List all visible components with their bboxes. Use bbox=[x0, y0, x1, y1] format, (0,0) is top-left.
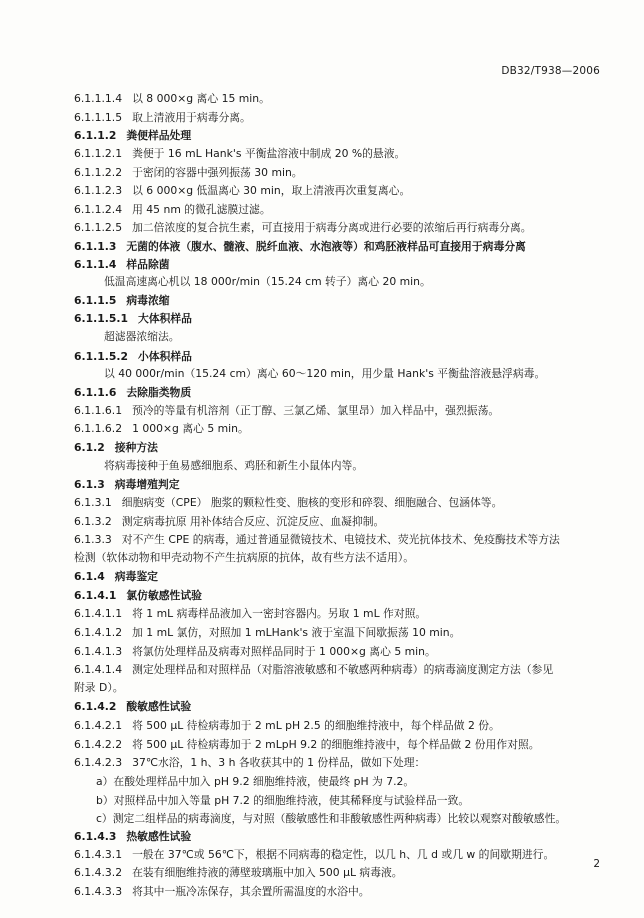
document-line bbox=[74, 240, 612, 254]
clause-number: 6.1.1.3 bbox=[74, 240, 117, 253]
document-line bbox=[104, 330, 612, 344]
document-line bbox=[74, 147, 612, 161]
document-line bbox=[74, 885, 612, 899]
document-line bbox=[74, 663, 612, 677]
clause-text: 去除脂类物质 bbox=[126, 386, 192, 399]
document-line bbox=[74, 386, 612, 400]
clause-number: 6.1.1.5.2 bbox=[74, 350, 128, 363]
clause-number: 6.1.4.3.2 bbox=[74, 866, 123, 879]
clause-number: 6.1.1.6.1 bbox=[74, 404, 123, 417]
clause-text: 低温高速离心机以 18 000r/min（15.24 cm 转子）离心 20 min。 bbox=[104, 275, 431, 288]
clause-number: 6.1.4.3.3 bbox=[74, 885, 123, 898]
document-line bbox=[74, 203, 612, 217]
clause-text: 对不产生 CPE 的病毒，通过普通显微镜技术、电镜技术、荧光抗体技术、免疫酶技术等方法 bbox=[121, 533, 560, 546]
clause-text: 接种方法 bbox=[114, 441, 158, 454]
clause-number: 6.1.1.1.5 bbox=[74, 111, 123, 124]
clause-number: 6.1.1.2.1 bbox=[74, 147, 123, 160]
clause-text: 将病毒接种于鱼易感细胞系、鸡胚和新生小鼠体内等。 bbox=[104, 459, 364, 472]
document-line bbox=[74, 700, 612, 714]
clause-number: 6.1.1.6 bbox=[74, 386, 117, 399]
clause-number: 6.1.4.1.4 bbox=[74, 663, 123, 676]
clause-number: 6.1.4.1.2 bbox=[74, 626, 123, 639]
document-line bbox=[74, 738, 612, 752]
document-line bbox=[74, 496, 612, 510]
clause-number: 6.1.4.2.1 bbox=[74, 719, 123, 732]
clause-number: 6.1.4.2.2 bbox=[74, 738, 123, 751]
document-line bbox=[104, 459, 612, 473]
document-line bbox=[74, 515, 612, 529]
clause-number: 6.1.1.2.3 bbox=[74, 184, 123, 197]
document-line bbox=[74, 756, 612, 770]
document-line bbox=[96, 812, 612, 826]
clause-text: 于密闭的容器中强列振荡 30 min。 bbox=[132, 166, 303, 179]
document-line bbox=[74, 312, 612, 326]
document-line bbox=[74, 294, 612, 308]
clause-text: 测定病毒抗原 用补体结合反应、沉淀反应、血凝抑制。 bbox=[121, 515, 385, 528]
document-line bbox=[74, 681, 612, 695]
clause-text: 用 45 nm 的微孔滤膜过滤。 bbox=[132, 203, 271, 216]
document-line bbox=[74, 350, 612, 364]
clause-text: 超滤器浓缩法。 bbox=[104, 330, 180, 343]
document-line bbox=[74, 533, 612, 547]
clause-text: 热敏感性试验 bbox=[126, 830, 192, 843]
clause-text: 以 6 000×g 低温离心 30 min，取上清液再次重复离心。 bbox=[132, 184, 411, 197]
clause-text: a）在酸处理样品中加入 pH 9.2 细胞维持液，使最终 pH 为 7.2。 bbox=[96, 775, 415, 788]
document-line bbox=[74, 570, 612, 584]
clause-text: 加二倍浓度的复合抗生素，可直接用于病毒分离或进行必要的浓缩后再行病毒分离。 bbox=[132, 221, 532, 234]
clause-text: 将 500 μL 待检病毒加于 2 mL pH 2.5 的细胞维持液中，每个样品做 2 份。 bbox=[132, 719, 500, 732]
standard-code: DB32/T938—2006 bbox=[501, 65, 600, 77]
document-line bbox=[74, 607, 612, 621]
document-line bbox=[74, 184, 612, 198]
document-line bbox=[74, 111, 612, 125]
clause-text: 附录 D）。 bbox=[74, 681, 124, 694]
clause-text: 将 1 mL 病毒样品液加入一密封容器内。另取 1 mL 作对照。 bbox=[132, 607, 427, 620]
clause-number: 6.1.4.1.1 bbox=[74, 607, 123, 620]
document-line bbox=[74, 551, 612, 565]
clause-number: 6.1.4.1 bbox=[74, 589, 117, 602]
clause-text: 样品除菌 bbox=[126, 258, 170, 271]
document-line bbox=[74, 626, 612, 640]
clause-number: 6.1.2 bbox=[74, 441, 105, 454]
clause-number: 6.1.3.3 bbox=[74, 533, 112, 546]
clause-number: 6.1.4.3.1 bbox=[74, 848, 123, 861]
document-line bbox=[74, 92, 612, 106]
clause-number: 6.1.1.5 bbox=[74, 294, 117, 307]
clause-text: 大体积样品 bbox=[137, 312, 192, 325]
clause-text: 将氯仿处理样品及病毒对照样品同时于 1 000×g 离心 5 min。 bbox=[132, 645, 436, 658]
clause-text: 病毒鉴定 bbox=[114, 570, 158, 583]
clause-text: 小体积样品 bbox=[137, 350, 192, 363]
document-line bbox=[96, 775, 612, 789]
clause-number: 6.1.4.3 bbox=[74, 830, 117, 843]
document-line bbox=[74, 719, 612, 733]
document-line bbox=[74, 404, 612, 418]
clause-text: 加 1 mL 氯仿，对照加 1 mLHank's 液于室温下间歇振荡 10 min。 bbox=[132, 626, 461, 639]
document-line bbox=[74, 866, 612, 880]
clause-number: 6.1.4.2.3 bbox=[74, 756, 123, 769]
clause-text: 在装有细胞维持液的薄壁玻璃瓶中加入 500 μL 病毒液。 bbox=[132, 866, 403, 879]
document-line bbox=[74, 422, 612, 436]
clause-text: 病毒浓缩 bbox=[126, 294, 170, 307]
clause-text: c）测定二组样品的病毒滴度，与对照（酸敏感性和非酸敏感性两种病毒）比较以观察对酸敏感性。 bbox=[96, 812, 567, 825]
clause-number: 6.1.1.4 bbox=[74, 258, 117, 271]
clause-text: 以 8 000×g 离心 15 min。 bbox=[132, 92, 270, 105]
clause-text: 取上清液用于病毒分离。 bbox=[132, 111, 251, 124]
document-line bbox=[74, 478, 612, 492]
document-line bbox=[104, 275, 612, 289]
document-line bbox=[74, 589, 612, 603]
clause-number: 6.1.1.1.4 bbox=[74, 92, 123, 105]
clause-text: 测定处理样品和对照样品（对脂溶液敏感和不敏感两种病毒）的病毒滴度测定方法（参见 bbox=[132, 663, 554, 676]
clause-number: 6.1.1.2.2 bbox=[74, 166, 123, 179]
document-line bbox=[96, 794, 612, 808]
clause-text: 酸敏感性试验 bbox=[126, 700, 192, 713]
clause-number: 6.1.3.2 bbox=[74, 515, 112, 528]
document-line bbox=[104, 367, 612, 381]
clause-number: 6.1.4.1.3 bbox=[74, 645, 123, 658]
clause-number: 6.1.3 bbox=[74, 478, 105, 491]
clause-text: 病毒增殖判定 bbox=[114, 478, 180, 491]
clause-text: 将其中一瓶冷冻保存，其余置所需温度的水浴中。 bbox=[132, 885, 370, 898]
document-line bbox=[74, 221, 612, 235]
document-line bbox=[74, 129, 612, 143]
clause-number: 6.1.4.2 bbox=[74, 700, 117, 713]
clause-text: 以 40 000r/min（15.24 cm）离心 60～120 min，用少量 Hank's 平衡盐溶液悬浮病毒。 bbox=[104, 367, 546, 380]
clause-number: 6.1.1.6.2 bbox=[74, 422, 123, 435]
clause-number: 6.1.1.2.5 bbox=[74, 221, 123, 234]
clause-text: 1 000×g 离心 5 min。 bbox=[132, 422, 249, 435]
clause-text: 无菌的体液（腹水、髓液、脱纤血液、水泡液等）和鸡胚液样品可直接用于病毒分离 bbox=[126, 240, 526, 253]
clause-text: 粪便于 16 mL Hank's 平衡盐溶液中制成 20 %的悬液。 bbox=[132, 147, 406, 160]
clause-number: 6.1.4 bbox=[74, 570, 105, 583]
document-line bbox=[74, 166, 612, 180]
clause-text: 一般在 37℃或 56℃下，根据不同病毒的稳定性，以几 h、几 d 或几 w 的间歇期进行。 bbox=[132, 848, 555, 861]
document-line bbox=[74, 848, 612, 862]
page-number: 2 bbox=[593, 858, 600, 870]
document-line bbox=[74, 258, 612, 272]
document-line bbox=[74, 830, 612, 844]
clause-number: 6.1.3.1 bbox=[74, 496, 112, 509]
clause-number: 6.1.1.5.1 bbox=[74, 312, 128, 325]
clause-text: 将 500 μL 待检病毒加于 2 mLpH 9.2 的细胞维持液中，每个样品做 2 份用作对照。 bbox=[132, 738, 540, 751]
clause-number: 6.1.1.2 bbox=[74, 129, 117, 142]
clause-text: 检测（软体动物和甲壳动物不产生抗病原的抗体，故有些方法不适用）。 bbox=[74, 551, 415, 564]
clause-text: 细胞病变（CPE） 胞浆的颗粒性变、胞核的变形和碎裂、细胞融合、包涵体等。 bbox=[121, 496, 503, 509]
clause-text: 预冷的等量有机溶剂（正丁醇、三氯乙烯、氯里昂）加入样品中，强烈振荡。 bbox=[132, 404, 500, 417]
clause-text: 37℃水浴，1 h、3 h 各收获其中的 1 份样品，做如下处理： bbox=[132, 756, 426, 769]
clause-number: 6.1.1.2.4 bbox=[74, 203, 123, 216]
clause-text: 氯仿敏感性试验 bbox=[126, 589, 202, 602]
document-line bbox=[74, 441, 612, 455]
clause-text: b）对照样品中加入等量 pH 7.2 的细胞维持液，使其稀释度与试验样品一致。 bbox=[96, 794, 470, 807]
document-line bbox=[74, 645, 612, 659]
clause-text: 粪便样品处理 bbox=[126, 129, 192, 142]
